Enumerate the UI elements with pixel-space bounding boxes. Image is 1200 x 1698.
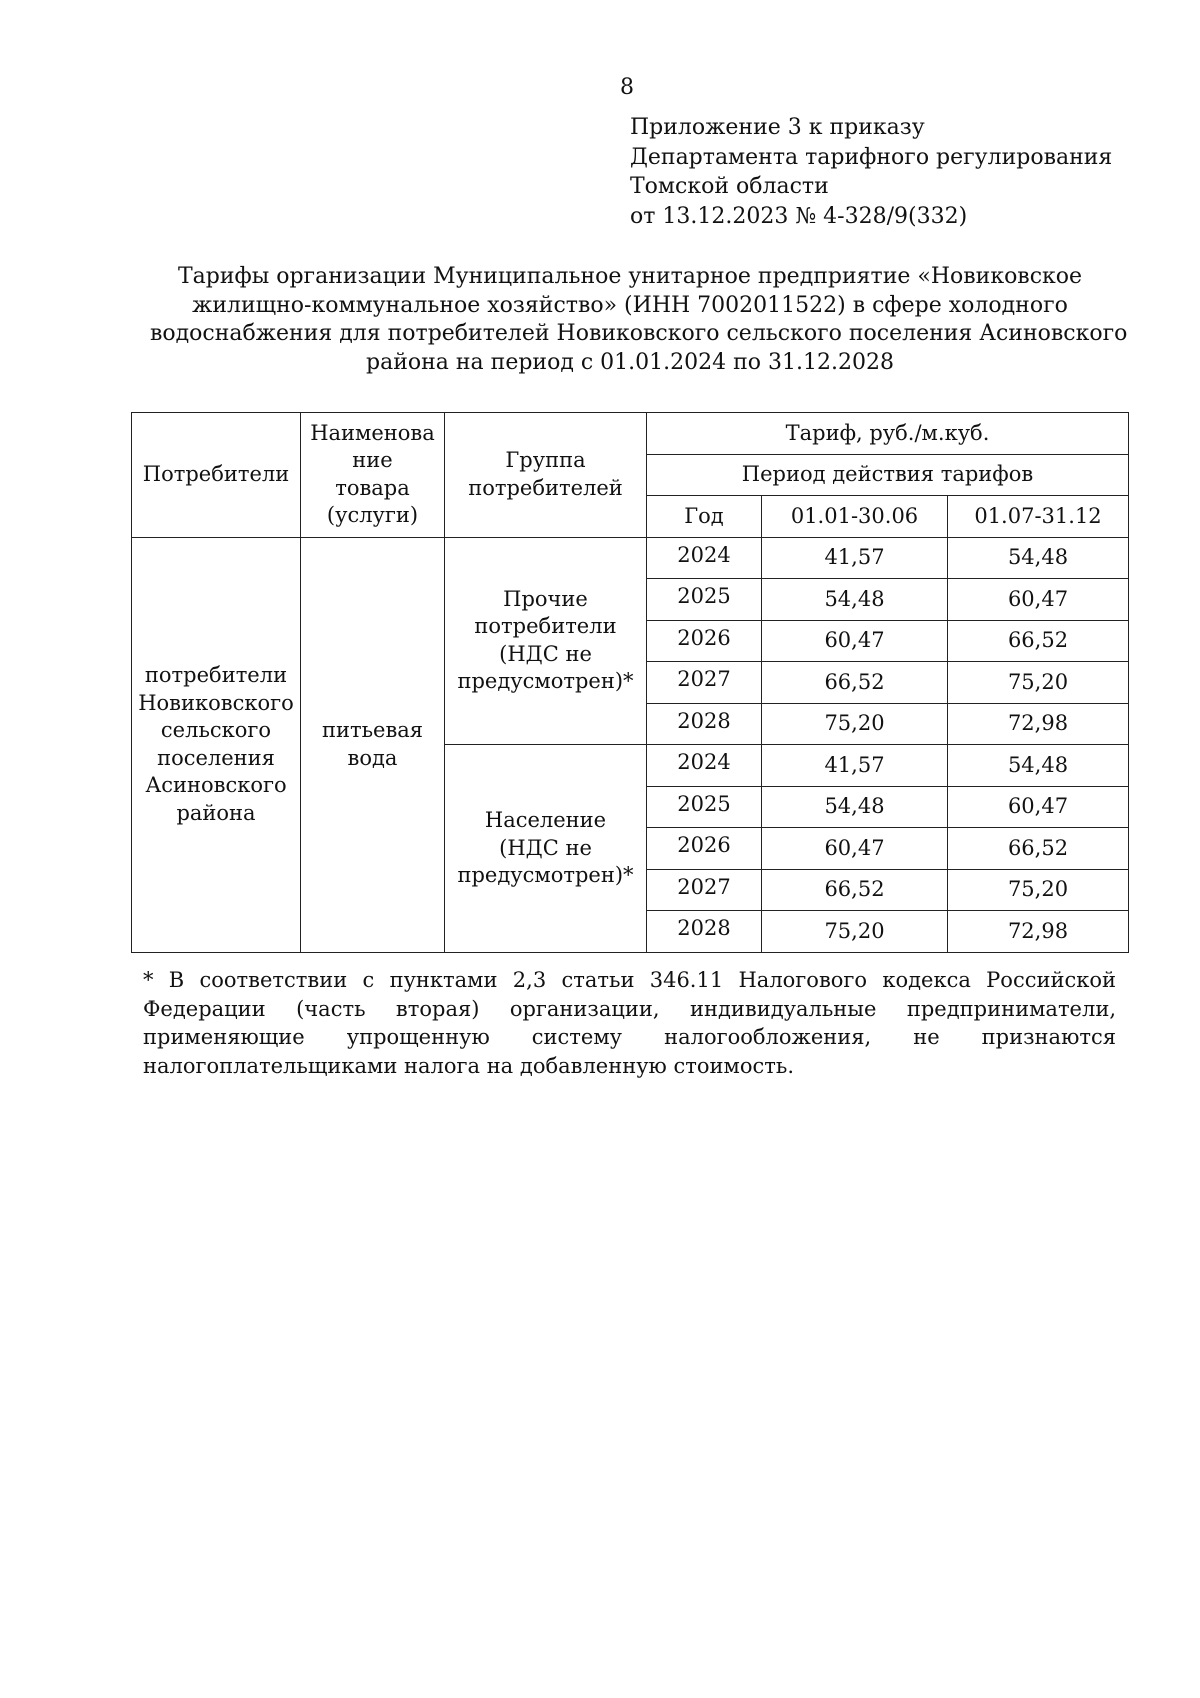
header-tariff: Тариф, руб./м.куб.	[647, 413, 1129, 455]
group-line: потребители	[474, 614, 617, 639]
group-line: (НДС не	[499, 835, 592, 860]
group-line: Население	[484, 808, 607, 832]
tariff-h2-cell: 54,48	[948, 745, 1129, 787]
header-product-line: ние	[352, 448, 393, 473]
tariff-h2-cell: 72,98	[948, 911, 1129, 953]
annex-line: от 13.12.2023 № 4-328/9(332)	[630, 203, 968, 229]
tariff-h2-cell: 75,20	[948, 869, 1129, 911]
header-group-line: потребителей	[468, 475, 623, 500]
header-consumers: Потребители	[132, 413, 301, 538]
year-cell: 2028	[647, 911, 762, 953]
tariff-h1-cell: 75,20	[762, 911, 948, 953]
consumers-line: потребители	[144, 663, 288, 687]
footnote: * В соответствии с пунктами 2,3 статьи 346.11 Налогового кодекса Российской Федерации (часть вторая) организации, индивидуальные предприниматели, применяющие упрощенную систему налогообложения, не признаются налогоплательщиками налога на добавленную стоимость.	[143, 968, 1116, 1078]
page-number: 8	[620, 75, 634, 100]
year-cell: 2027	[647, 869, 762, 911]
tariff-h1-cell: 66,52	[762, 662, 948, 704]
year-cell: 2024	[647, 537, 762, 579]
product-cell	[301, 537, 445, 952]
consumers-line: Новиковского	[138, 690, 294, 715]
annex-line: Томской области	[630, 174, 829, 199]
title-line: жилищно-коммунальное хозяйство» (ИНН 7002011522) в сфере холодного	[192, 292, 1068, 318]
year-cell: 2024	[647, 745, 762, 787]
header-row	[132, 413, 1129, 455]
group-line: предусмотрен)*	[457, 863, 634, 887]
tariff-h1-cell: 66,52	[762, 869, 948, 911]
product-line: вода	[347, 745, 398, 770]
header-product-line: (услуги)	[326, 503, 419, 528]
tariff-h1-cell: 60,47	[762, 620, 948, 662]
header-half-2: 01.07-31.12	[948, 496, 1129, 538]
tariff-table	[131, 412, 1129, 953]
header-group-line: Группа	[505, 448, 586, 473]
tariff-h1-cell: 54,48	[762, 786, 948, 828]
tariff-h1-cell: 41,57	[762, 537, 948, 579]
title-line: района на период с 01.01.2024 по 31.12.2028	[366, 349, 894, 375]
consumers-cell	[132, 537, 301, 952]
header-group	[445, 413, 647, 538]
table-row	[132, 537, 1129, 579]
document-title	[150, 263, 1128, 377]
tariff-h2-cell: 75,20	[948, 662, 1129, 704]
tariff-h2-cell: 72,98	[948, 703, 1129, 745]
year-cell: 2027	[647, 662, 762, 704]
year-cell: 2028	[647, 703, 762, 745]
product-line: питьевая	[321, 718, 424, 742]
consumers-line: района	[176, 800, 256, 825]
title-line: Тарифы организации Муниципальное унитарное предприятие «Новиковское	[177, 264, 1083, 289]
year-cell: 2025	[647, 579, 762, 621]
tariff-h2-cell: 54,48	[948, 537, 1129, 579]
title-line: водоснабжения для потребителей Новиковского сельского поселения Асиновского	[150, 321, 1128, 346]
consumers-line: Асиновского	[145, 773, 287, 797]
consumers-line: сельского	[160, 718, 272, 742]
group-line: Прочие	[503, 586, 588, 611]
annex-line: Департамента тарифного регулирования	[630, 144, 1113, 170]
year-cell: 2025	[647, 786, 762, 828]
year-cell: 2026	[647, 828, 762, 870]
tariff-h2-cell: 66,52	[948, 620, 1129, 662]
group-cell-population	[445, 745, 647, 953]
annex-header	[630, 113, 1112, 231]
tariff-h1-cell: 75,20	[762, 703, 948, 745]
tariff-h1-cell: 41,57	[762, 745, 948, 787]
year-cell: 2026	[647, 620, 762, 662]
group-line: предусмотрен)*	[457, 669, 634, 694]
header-product-line: товара	[335, 475, 410, 500]
header-period: Период действия тарифов	[647, 454, 1129, 496]
annex-line: Приложение 3 к приказу	[630, 115, 925, 140]
consumers-line: поселения	[157, 745, 275, 770]
group-cell-other	[445, 537, 647, 745]
group-line: (НДС не	[499, 641, 592, 666]
header-year: Год	[647, 496, 762, 538]
tariff-h1-cell: 60,47	[762, 828, 948, 870]
tariff-h2-cell: 60,47	[948, 579, 1129, 621]
header-product	[301, 413, 445, 538]
tariff-h2-cell: 66,52	[948, 828, 1129, 870]
tariff-h2-cell: 60,47	[948, 786, 1129, 828]
tariff-h1-cell: 54,48	[762, 579, 948, 621]
header-half-1: 01.01-30.06	[762, 496, 948, 538]
header-product-line: Наименова	[310, 420, 435, 445]
